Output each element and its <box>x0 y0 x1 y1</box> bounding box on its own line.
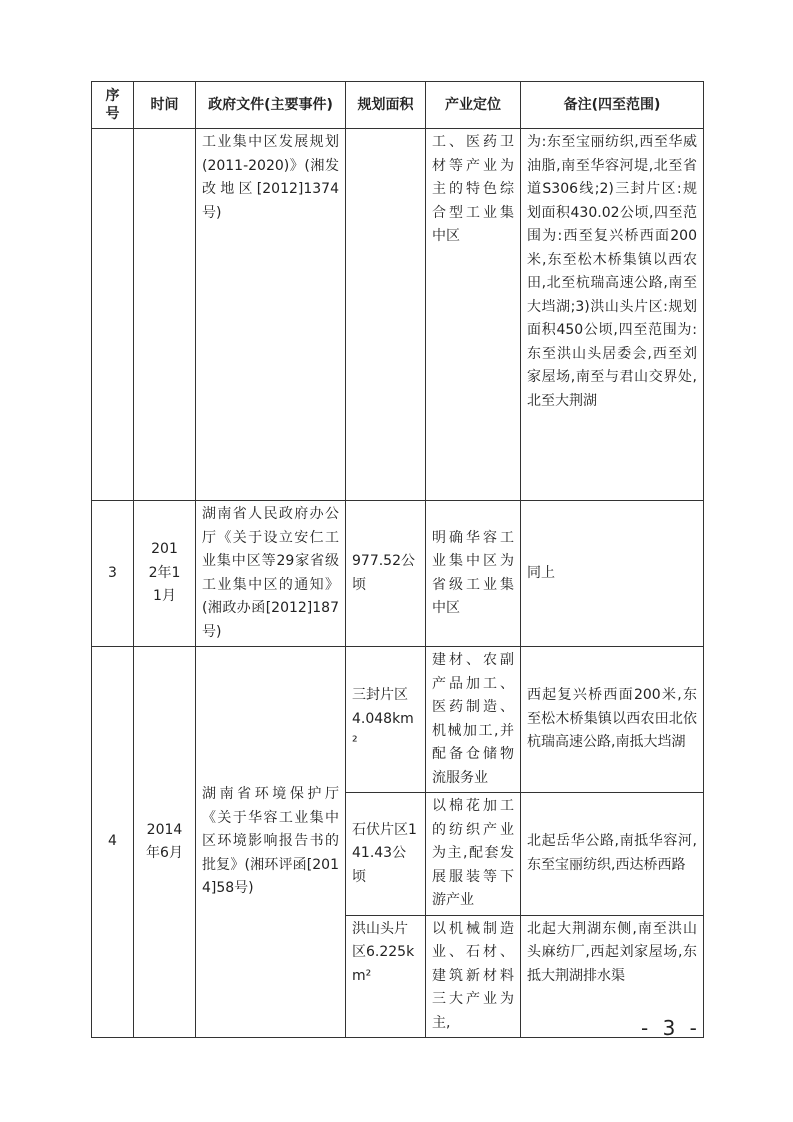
cell-remark: 北起岳华公路,南抵华容河,东至宝丽纺织,西达桥西路 <box>521 793 704 916</box>
cell-area: 977.52公顷 <box>346 501 426 647</box>
header-position: 产业定位 <box>426 82 521 129</box>
cell-remark: 西起复兴桥西面200米,东至松木桥集镇以西农田北依杭瑞高速公路,南抵大垱湖 <box>521 647 704 793</box>
cell-doc: 湖南省环境保护厅《关于华容工业集中区环境影响报告书的批复》(湘环评函[2014]58号) <box>196 647 346 1038</box>
header-seq: 序号 <box>92 82 134 129</box>
header-remark: 备注(四至范围) <box>521 82 704 129</box>
cell-area: 三封片区4.048km² <box>346 647 426 793</box>
cell-time: 2014年6月 <box>134 647 196 1038</box>
cell-area: 洪山头片区6.225km² <box>346 915 426 1038</box>
industrial-zone-table <box>91 81 704 1038</box>
cell-position: 明确华容工业集中区为省级工业集中区 <box>426 501 521 647</box>
cell-position: 工、医药卫材等产业为主的特色综合型工业集中区 <box>426 129 521 501</box>
cell-seq: 4 <box>92 647 134 1038</box>
cell-area: 石伏片区141.43公顷 <box>346 793 426 916</box>
cell-time <box>134 129 196 501</box>
cell-remark: 同上 <box>521 501 704 647</box>
page-number: - 3 - <box>641 1016 701 1040</box>
cell-remark: 为:东至宝丽纺织,西至华威油脂,南至华容河堤,北至省道S306线;2)三封片区:规划面积430.02公顷,四至范围为:西至复兴桥西面200米,东至松木桥集镇以西农田,北至杭瑞高速公路,南至大垱湖;3)洪山头片区:规划面积450公顷,四至范围为:东至洪山头居委会,西至刘家屋场,南至与君山交界处,北至大荆湖 <box>521 129 704 501</box>
cell-doc: 工业集中区发展规划(2011-2020)》(湘发改地区[2012]1374号) <box>196 129 346 501</box>
table-row <box>92 647 704 793</box>
header-time: 时间 <box>134 82 196 129</box>
cell-area <box>346 129 426 501</box>
cell-seq: 3 <box>92 501 134 647</box>
header-area: 规划面积 <box>346 82 426 129</box>
table-row <box>92 129 704 501</box>
header-doc: 政府文件(主要事件) <box>196 82 346 129</box>
cell-time: 2012年11月 <box>134 501 196 647</box>
table-header-row <box>92 82 704 129</box>
cell-seq <box>92 129 134 501</box>
cell-position: 以棉花加工的纺织产业为主,配套发展服装等下游产业 <box>426 793 521 916</box>
cell-position: 以机械制造业、石材、建筑新材料三大产业为主, <box>426 915 521 1038</box>
cell-remark: 北起大荆湖东侧,南至洪山头麻纺厂,西起刘家屋场,东抵大荆湖排水渠 <box>521 915 704 1038</box>
table-row <box>92 501 704 647</box>
cell-doc: 湖南省人民政府办公厅《关于设立安仁工业集中区等29家省级工业集中区的通知》(湘政办函[2012]187号) <box>196 501 346 647</box>
cell-position: 建材、农副产品加工、医药制造、机械加工,并配备仓储物流服务业 <box>426 647 521 793</box>
